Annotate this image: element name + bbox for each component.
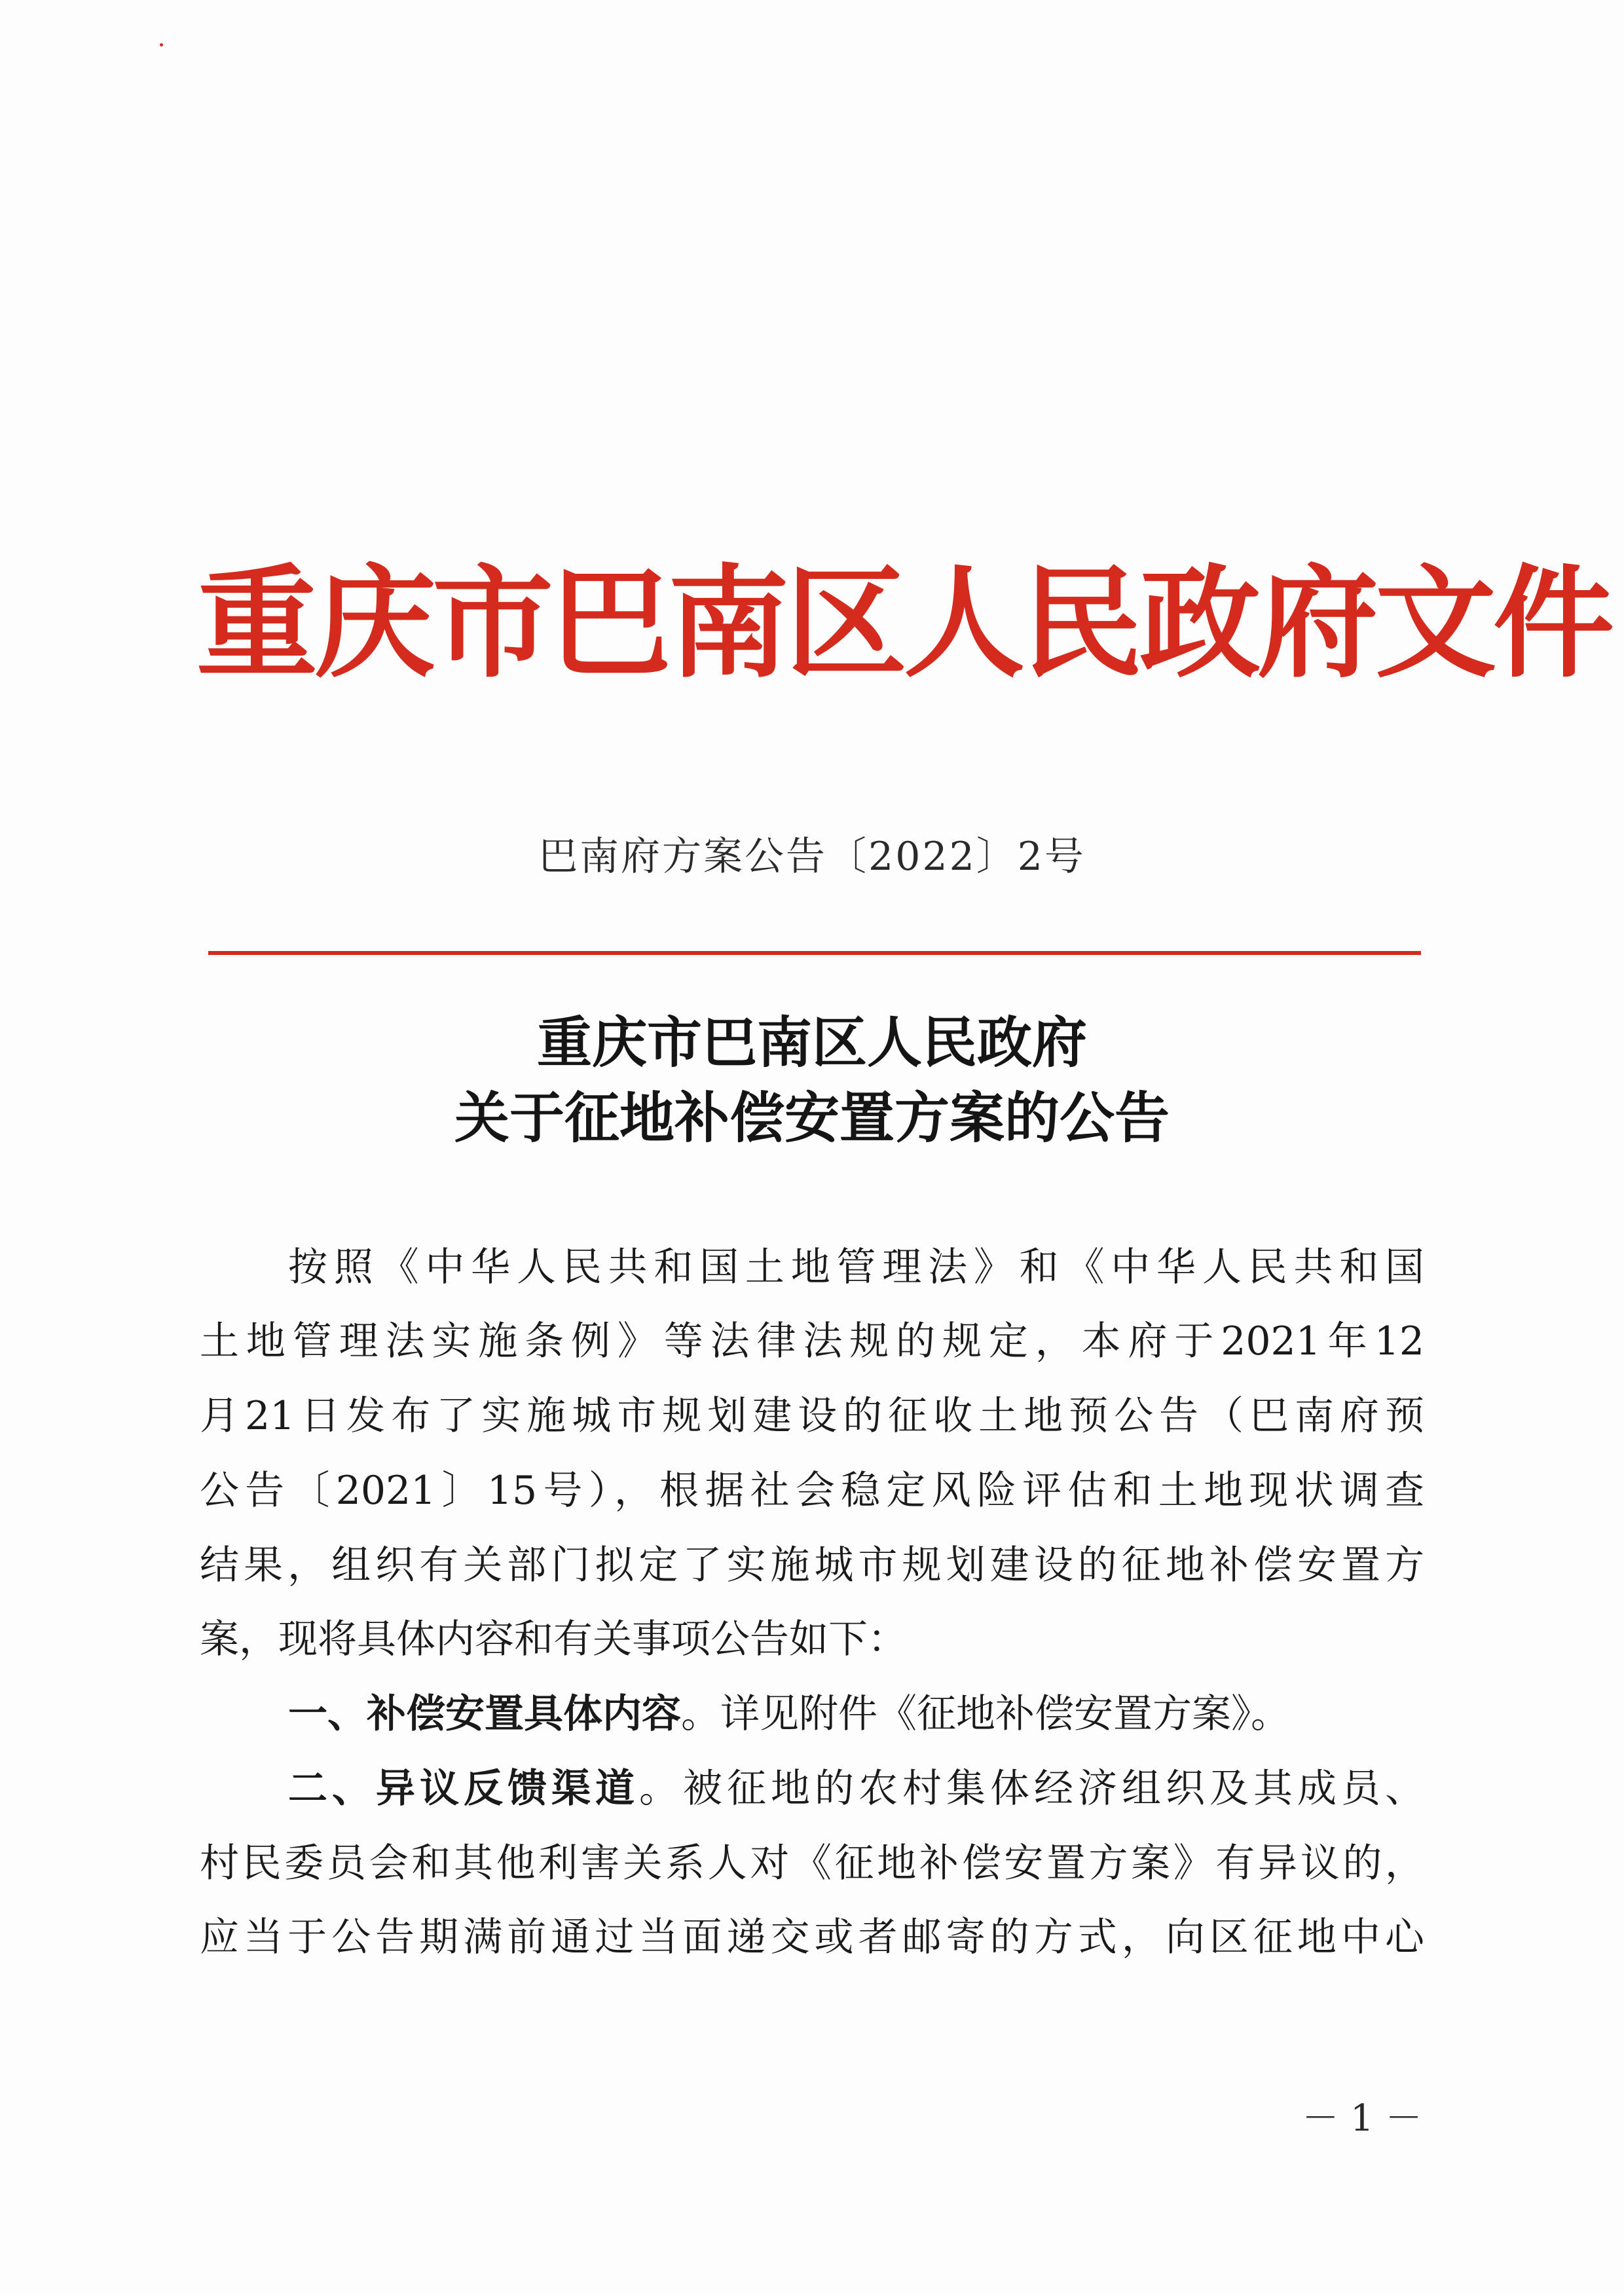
notice-title-line-1: 重庆市巴南区人民政府 xyxy=(536,1011,1087,1075)
body-line: 土地管理法实施条例》等法律法规的规定，本府于2021年12 xyxy=(200,1318,1424,1364)
issuing-authority-header: 重庆市巴南区人民政府文件 xyxy=(196,553,1611,694)
item-1-heading: 一、补偿安置具体内容 xyxy=(288,1691,681,1737)
document-number: 巴南府方案公告〔2022〕2号 xyxy=(538,834,1086,880)
body-line: 村民委员会和其他利害关系人对《征地补偿安置方案》有异议的， xyxy=(200,1840,1424,1886)
item-1-text: 。详见附件《征地补偿安置方案》。 xyxy=(681,1691,1290,1737)
scan-speck xyxy=(160,43,163,47)
item-2-text: 。被征地的农村集体经济组织及其成员、 xyxy=(639,1766,1424,1812)
notice-title-line-2: 关于征地补偿安置方案的公告 xyxy=(454,1086,1170,1150)
body-line: 应当于公告期满前通过当面递交或者邮寄的方式，向区征地中心 xyxy=(200,1914,1424,1960)
body-line: 公告〔2021〕15号），根据社会稳定风险评估和土地现状调查 xyxy=(200,1468,1424,1514)
item-2-heading: 二、异议反馈渠道 xyxy=(288,1766,639,1812)
red-separator-line xyxy=(208,951,1421,955)
item-2-paragraph xyxy=(288,1763,1424,1815)
body-line: 月21日发布了实施城市规划建设的征收土地预公告（巴南府预 xyxy=(200,1393,1424,1439)
body-line: 结果，组织有关部门拟定了实施城市规划建设的征地补偿安置方 xyxy=(200,1542,1424,1588)
body-line: 案，现将具体内容和有关事项公告如下： xyxy=(200,1616,907,1662)
body-line: 按照《中华人民共和国土地管理法》和《中华人民共和国 xyxy=(288,1244,1424,1290)
page-number: － 1 － xyxy=(1302,2097,1422,2140)
item-1-paragraph xyxy=(288,1688,1290,1740)
